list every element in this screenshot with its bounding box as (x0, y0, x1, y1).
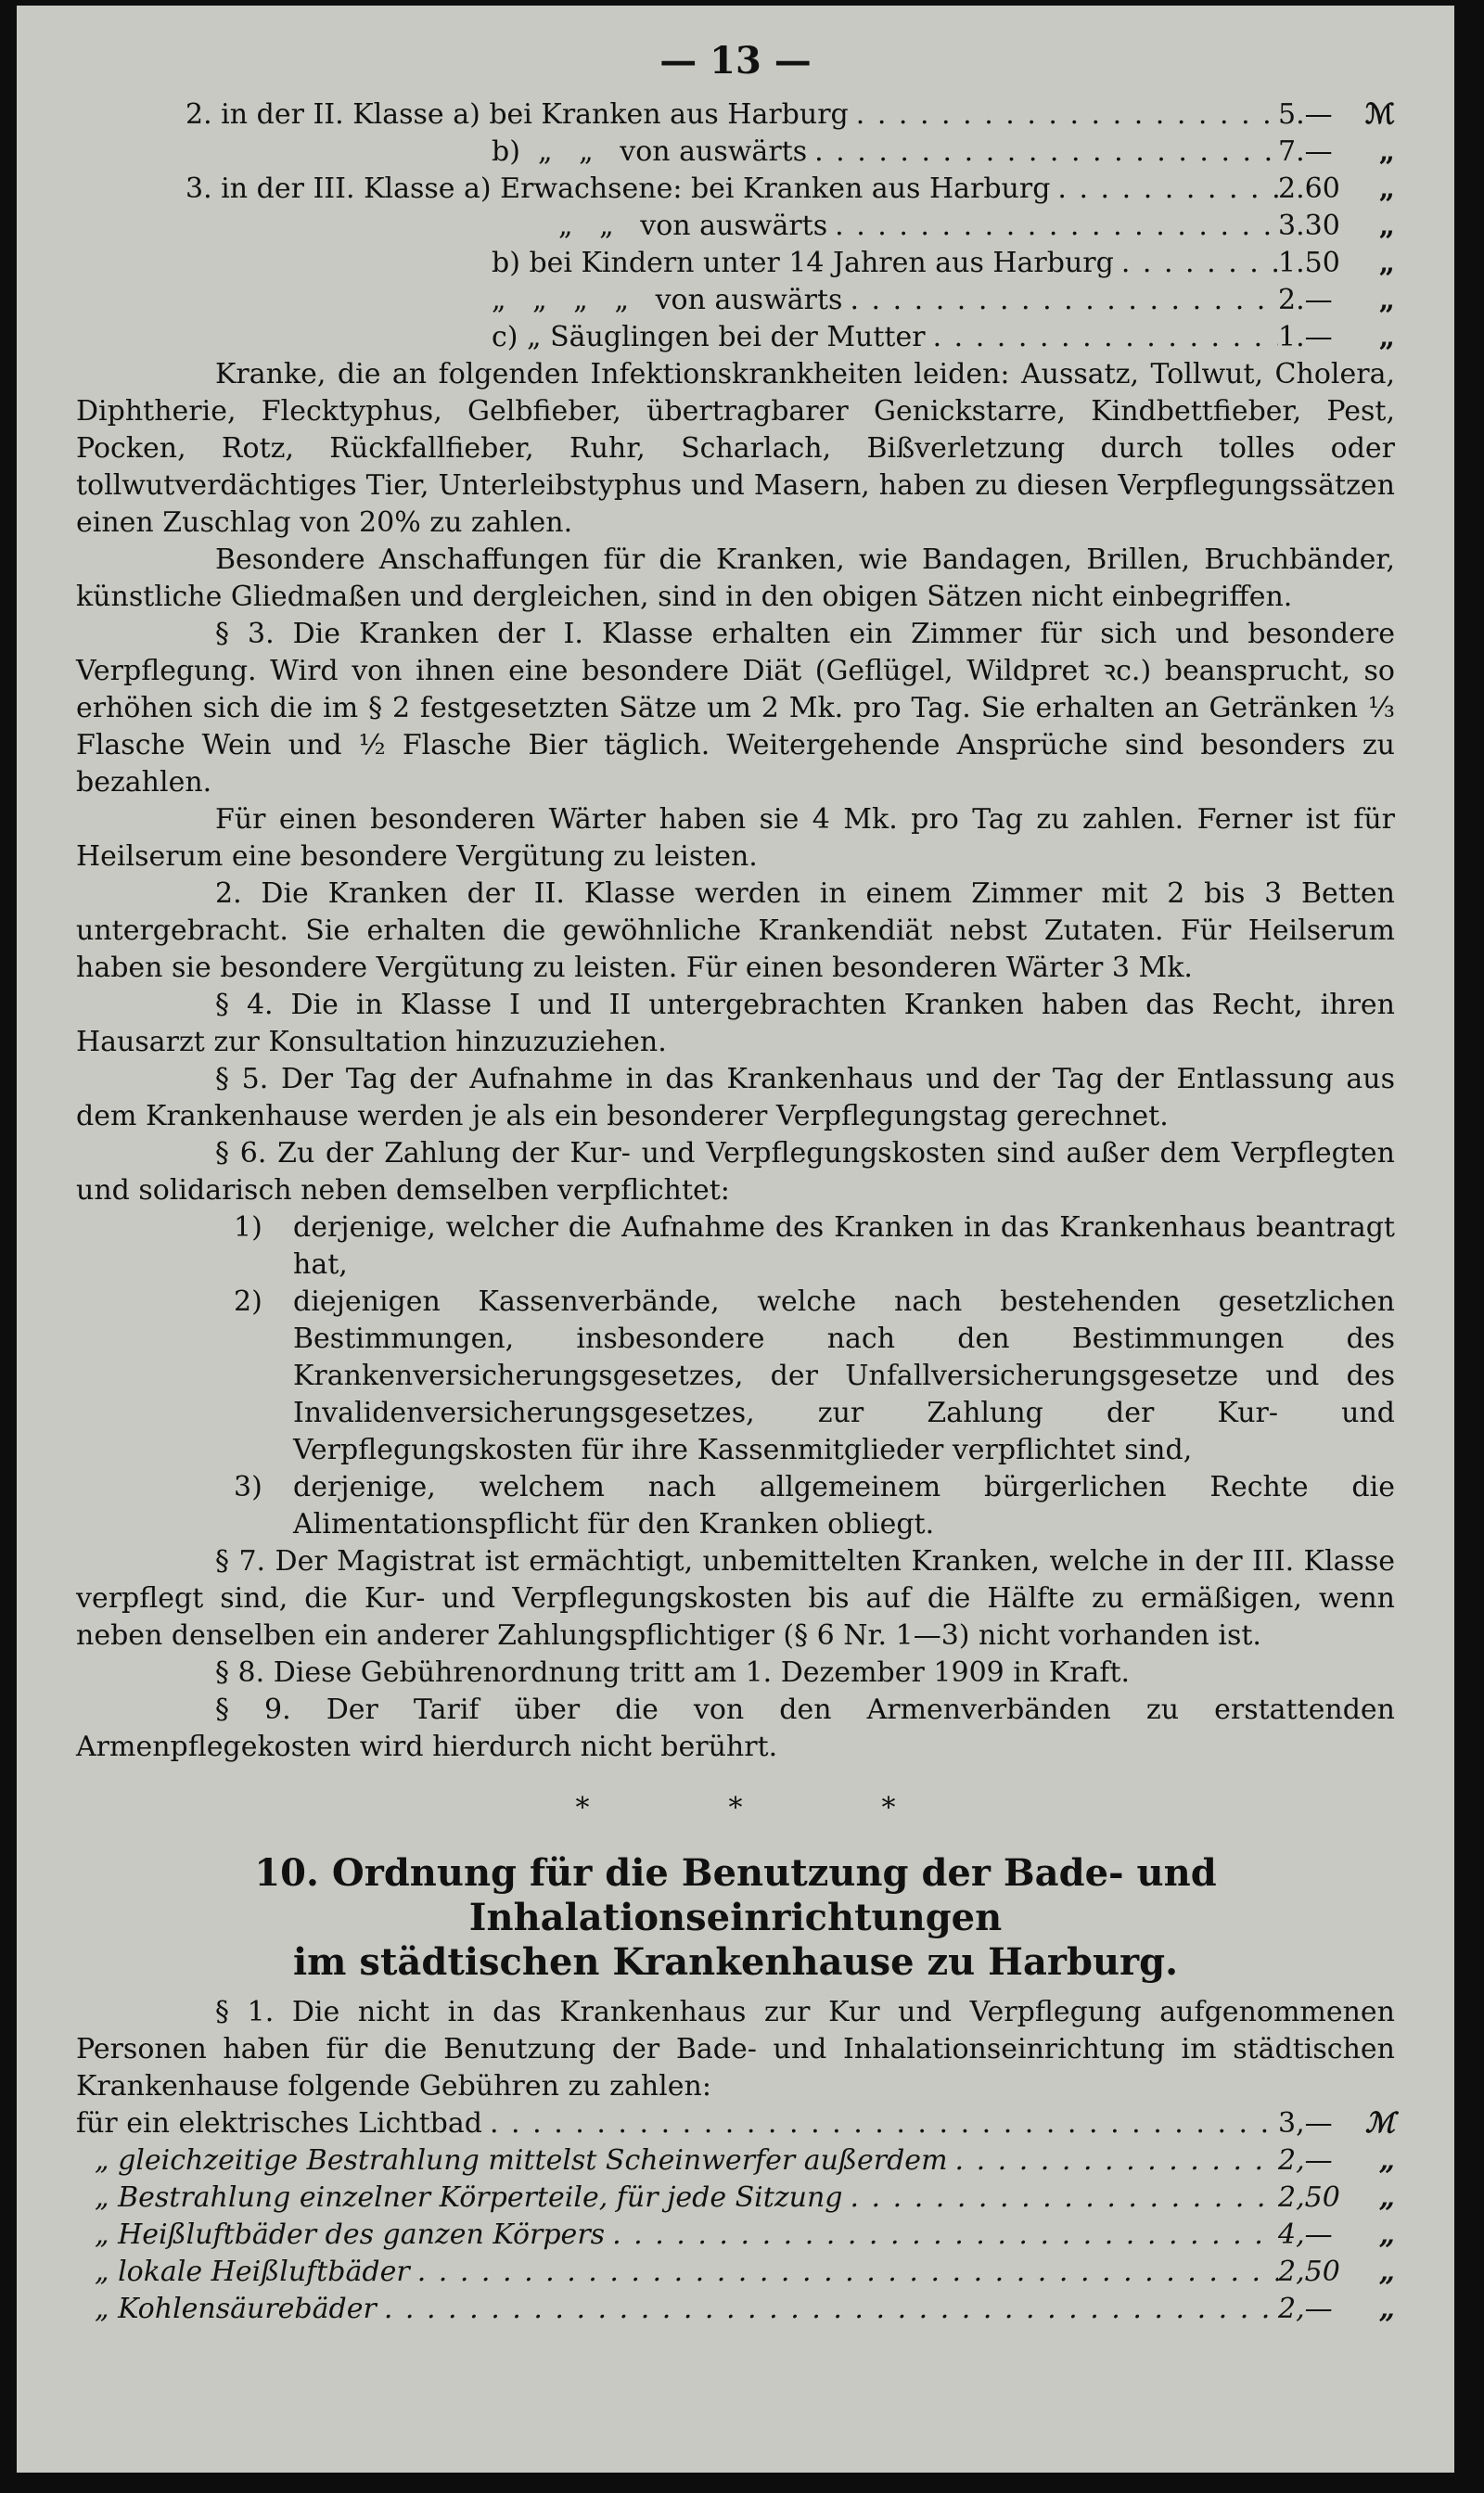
tariff-unit: „ (1378, 2144, 1395, 2177)
tariff-desc: b) bei Kindern unter 14 Jahren aus Harburg (492, 247, 1114, 279)
separator-star: * (575, 1792, 590, 1824)
tariff-desc: „ lokale Heißluftbäder (95, 2256, 410, 2288)
page-number: — 13 — (659, 39, 812, 83)
tariff-unit: „ (1378, 135, 1395, 168)
tariff-row (76, 134, 1395, 171)
tariff-row (76, 282, 1395, 319)
paragraph-infectious-surcharge: Kranke, die an folgenden Infektionskrankheiten leiden: Aussatz, Tollwut, Cholera, Diphtherie, Flecktyphus, Gelbfieber, übertragbarer Genickstarre, Kindbettfieber, Pest, Pocken, Rotz, Rückfallfieber, Ruhr, Scharlach, Bißverletzung durch tolles oder tollwutverdächtiges Tier, Unterleibstyphus und Masern, haben zu diesen Verpflegungssätzen einen Zuschlag von 20% zu zahlen. (76, 358, 1395, 539)
list-number: 1) (234, 1211, 262, 1244)
tariff-unit: „ (1378, 247, 1395, 279)
tariff-row (76, 319, 1395, 356)
paragraph-section-3: § 3. Die Kranken der I. Klasse erhalten ein Zimmer für sich und besondere Verpflegung. Wird von ihnen eine besondere Diät (Geflügel, Wildpret ꝛc.) beansprucht, so erhöhen sich die im § 2 festgesetzten Sätze um 2 Mk. pro Tag. Sie erhalten an Getränken ⅓ Flasche Wein und ½ Flasche Bier täglich. Weitergehende Ansprüche sind besonders zu bezahlen. (76, 618, 1395, 799)
list-number: 2) (234, 1285, 262, 1318)
tariff-desc: „ „ „ „ von auswärts (492, 284, 843, 316)
tariff-unit: „ (1378, 2181, 1395, 2214)
paragraph-section-7: § 7. Der Magistrat ist ermächtigt, unbemittelten Kranken, welche in der III. Klasse verpflegt sind, die Kur- und Verpflegungskosten bis auf die Hälfte zu ermäßigen, wenn neben denselben ein anderer Zahlungspflichtiger (§ 6 Nr. 1—3) nicht vorhanden ist. (76, 1545, 1395, 1652)
tariff-price: 2.60 (1278, 173, 1340, 205)
list-text: diejenigen Kassenverbände, welche nach bestehenden gesetzlichen Bestimmungen, insbesondere nach den Bestimmungen des Krankenversicherungsgesetzes, der Unfallversicherungsgesetze und des Invalidenversicherungsgesetzes, zur Zahlung der Kur- und Verpflegungskosten für ihre Kassenmitglieder verpflichtet sind, (293, 1285, 1395, 1466)
tariff-desc: c) „ Säuglingen bei der Mutter (492, 321, 926, 353)
list-number: 3) (234, 1471, 262, 1503)
tariff-unit: „ (1378, 2256, 1395, 2288)
list-item (234, 1469, 1395, 1543)
tariff-price: 2,50 (1278, 2256, 1340, 2288)
section-heading (76, 1851, 1395, 1985)
paragraph-section-4: § 4. Die in Klasse I und II untergebrachten Kranken haben das Recht, ihren Hausarzt zur Konsultation hinzuzuziehen. (76, 989, 1395, 1058)
tariff-row (76, 96, 1395, 134)
tariff-desc: 3. in der III. Klasse a) Erwachsene: bei Kranken aus Harburg (186, 173, 1051, 205)
tariff-row (76, 2291, 1395, 2328)
list-item (234, 1284, 1395, 1469)
paragraph-section-5: § 5. Der Tag der Aufnahme in das Krankenhaus und der Tag der Entlassung aus dem Krankenhause werden je als ein besonderer Verpflegungstag gerechnet. (76, 1063, 1395, 1132)
separator-star: * (881, 1792, 896, 1824)
tariff-unit: „ (1378, 2218, 1395, 2251)
tariff-price: 3.30 (1278, 210, 1340, 242)
paragraph-class-2: 2. Die Kranken der II. Klasse werden in einem Zimmer mit 2 bis 3 Betten untergebracht. Sie erhalten die gewöhnliche Krankendiät nebst Zutaten. Für Heilserum haben sie besondere Vergütung zu leisten. Für einen besonderen Wärter 3 Mk. (76, 877, 1395, 984)
tariff-row (76, 2254, 1395, 2291)
tariff-row (76, 208, 1395, 245)
tariff-unit: „ (1378, 2293, 1395, 2325)
tariff-row (76, 2217, 1395, 2254)
tariff-desc: für ein elektrisches Lichtbad (76, 2107, 482, 2140)
separator-star: * (728, 1792, 743, 1824)
tariff-price: 2,50 (1278, 2181, 1340, 2214)
tariff-unit: ℳ (1364, 2107, 1395, 2140)
tariff-unit: „ (1378, 284, 1395, 316)
list-item (234, 1209, 1395, 1284)
document-page (17, 6, 1454, 2473)
paragraph-bath-section-1: § 1. Die nicht in das Krankenhaus zur Kur und Verpflegung aufgenommenen Personen haben für die Benutzung der Bade- und Inhalationseinrichtung im städtischen Krankenhause folgende Gebühren zu zahlen: (76, 1996, 1395, 2103)
section-separator (76, 1790, 1395, 1827)
tariff-unit: „ (1378, 321, 1395, 353)
paragraph-special-purchases: Besondere Anschaffungen für die Kranken, wie Bandagen, Brillen, Bruchbänder, künstliche Gliedmaßen und dergleichen, sind in den obigen Sätzen nicht einbegriffen. (76, 543, 1395, 613)
heading-line-1: Ordnung für die Benutzung der Bade- und Inhalationseinrichtungen (331, 1851, 1217, 1939)
heading-line-2: im städtischen Krankenhause zu Harburg. (292, 1940, 1178, 1984)
paragraph-section-6: § 6. Zu der Zahlung der Kur- und Verpflegungskosten sind außer dem Verpflegten und solidarisch neben demselben verpflichtet: (76, 1137, 1395, 1207)
tariff-price: 1.— (1278, 321, 1333, 353)
tariff-price: 2,— (1278, 2144, 1333, 2177)
obligated-parties-list (234, 1209, 1395, 1543)
list-text: derjenige, welchem nach allgemeinem bürgerlichen Rechte die Alimentationspflicht für den Kranken obliegt. (293, 1471, 1395, 1541)
tariff-desc: „ Kohlensäurebäder (95, 2293, 377, 2325)
tariff-desc: „ Bestrahlung einzelner Körperteile, für jede Sitzung (95, 2181, 843, 2214)
tariff-unit: „ (1378, 173, 1395, 205)
tariff-price: 5.— (1278, 98, 1333, 131)
tariff-price: 7.— (1278, 135, 1333, 168)
tariff-price: 2,— (1278, 2293, 1333, 2325)
tariff-table-bottom (76, 2105, 1395, 2328)
tariff-desc: b) „ „ von auswärts (492, 135, 808, 168)
tariff-price: 1.50 (1278, 247, 1340, 279)
list-text: derjenige, welcher die Aufnahme des Kranken in das Krankenhaus beantragt hat, (293, 1211, 1395, 1281)
tariff-row (76, 2105, 1395, 2142)
tariff-desc: „ „ von auswärts (558, 210, 828, 242)
tariff-price: 3,— (1278, 2107, 1333, 2140)
tariff-row (76, 2142, 1395, 2180)
tariff-desc: 2. in der II. Klasse a) bei Kranken aus Harburg (186, 98, 849, 131)
paragraph-section-9: § 9. Der Tarif über die von den Armenverbänden zu erstattenden Armenpflegekosten wird hierdurch nicht berührt. (76, 1694, 1395, 1763)
tariff-unit: ℳ (1364, 98, 1395, 131)
tariff-row (76, 2180, 1395, 2217)
heading-number: 10. (254, 1851, 319, 1895)
tariff-row (76, 245, 1395, 282)
paragraph-special-attendant: Für einen besonderen Wärter haben sie 4 Mk. pro Tag zu zahlen. Ferner ist für Heilserum eine besondere Vergütung zu leisten. (76, 803, 1395, 873)
tariff-price: 2.— (1278, 284, 1333, 316)
tariff-table-top (76, 96, 1395, 356)
tariff-unit: „ (1378, 210, 1395, 242)
paragraph-section-8: § 8. Diese Gebührenordnung tritt am 1. Dezember 1909 in Kraft. (215, 1656, 1131, 1689)
tariff-desc: „ gleichzeitige Bestrahlung mittelst Scheinwerfer außerdem (95, 2144, 948, 2177)
tariff-price: 4,— (1278, 2218, 1333, 2251)
tariff-desc: „ Heißluftbäder des ganzen Körpers (95, 2218, 606, 2251)
tariff-row (76, 171, 1395, 208)
